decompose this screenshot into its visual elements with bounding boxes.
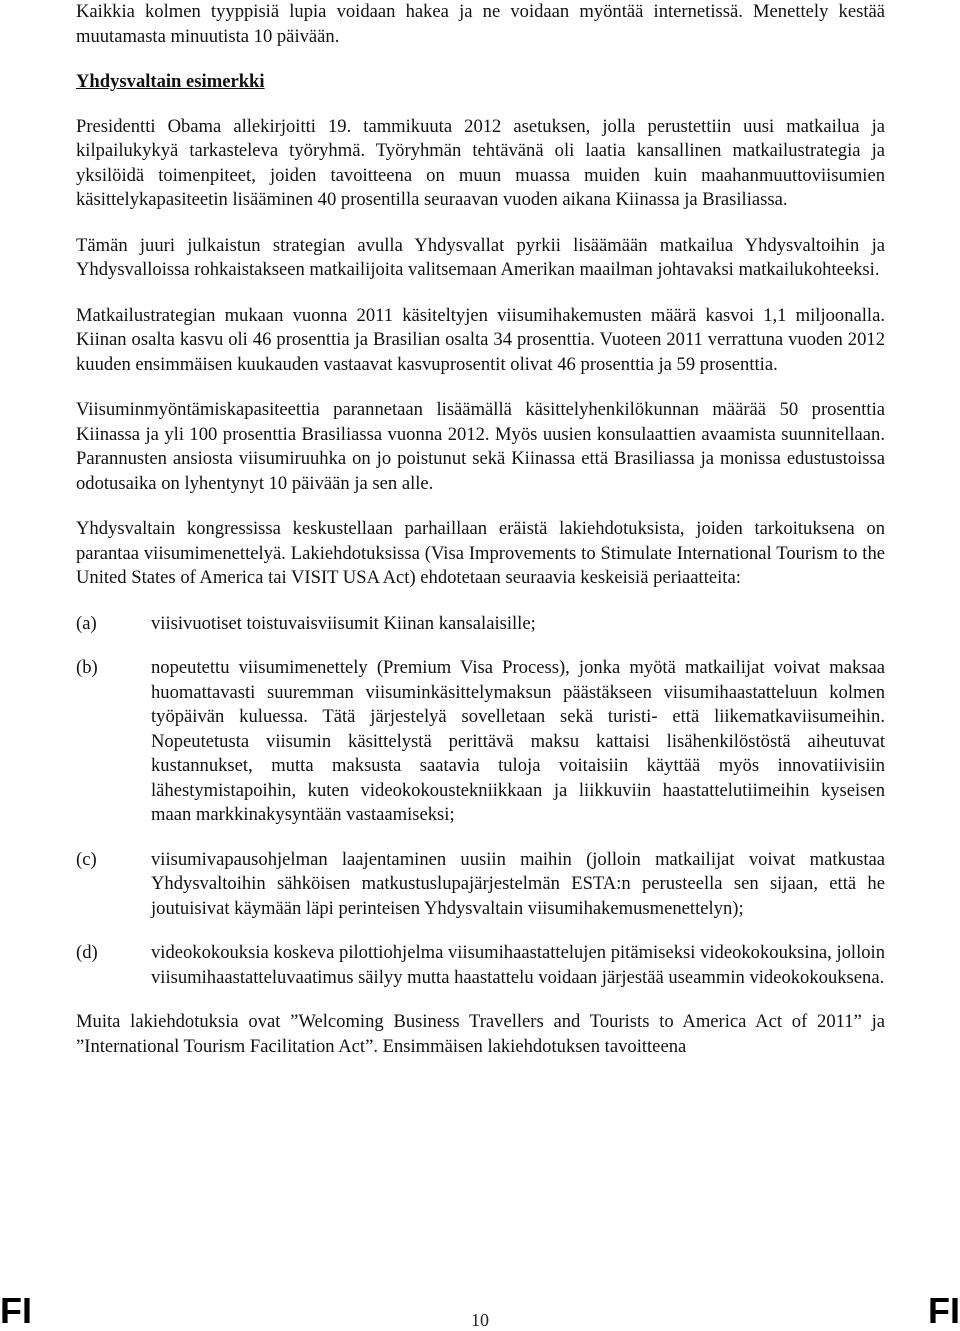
paragraph-congress: Yhdysvaltain kongressissa keskustellaan parhaillaan eräistä lakiehdotuksista, joiden tarkoituksena on parantaa viisumimenettelyä. Lakiehdotuksissa (Visa Improvements to Stimulate International Tourism to the United States of America tai VISIT USA Act) ehdotetaan seuraavia keskeisiä periaatteita:	[76, 518, 885, 588]
list-marker: (d)	[76, 942, 98, 963]
paragraph-statistics: Matkailustrategian mukaan vuonna 2011 käsiteltyjen viisumihakemusten määrä kasvoi 1,1 miljoonalla. Kiinan osalta kasvu oli 46 prosenttia ja Brasilian osalta 34 prosenttia. Vuoteen 2011 verrattuna vuoden 2012 kuuden ensimmäisen kuukauden vastaavat kasvuprosentit olivat 46 prosenttia ja 59 prosenttia.	[76, 304, 885, 375]
list-item-text: viisumivapausohjelman laajentaminen uusiin maihin (jolloin matkailijat voivat matkustaa Yhdysvaltoihin sähköisen matkustuslupajärjestelmän ESTA:n perusteella sen sijaan, että he joutuisivat käymään läpi perinteisen Yhdysvaltain viisumihakemusmenettelyn);	[151, 848, 885, 919]
list-marker: (a)	[76, 612, 97, 634]
paragraph-other-bills: Muita lakiehdotuksia ovat ”Welcoming Business Travellers and Tourists to America Act of 2011” ja ”International Tourism Facilitation Act”. Ensimmäisen lakiehdotuksen tavoitteena	[76, 1011, 885, 1057]
list-item-text: nopeutettu viisumimenettely (Premium Visa Process), jonka myötä matkailijat voivat maksaa huomattavasti suuremman viisuminkäsittelymaksun päästäkseen viisumihaastatteluun kolmen työpäivän kuluessa. Tätä järjestelyä sovelletaan sekä turisti- että liikematkaviisumeihin. Nopeutetusta viisumin käsittelystä perittävä maksu kattaisi lisähenkilöstöstä aiheutuvat kustannukset, mutta maksusta saatavia tuloja voitaisiin käyttää myös innovatiivisiin lähestymistapoihin, kuten videokokoustekniikkaan ja liikkuviin haastattelutiimeihin kyseisen maan markkinakysyntään vastaamiseksi;	[151, 657, 885, 825]
list-marker: (b)	[76, 657, 98, 678]
principles-list	[76, 612, 885, 991]
list-item	[76, 612, 885, 637]
language-code-left: FI	[0, 1290, 32, 1331]
paragraph-capacity: Viisuminmyöntämiskapasiteettia parannetaan lisäämällä käsittelyhenkilökunnan määrää 50 prosenttia Kiinassa ja yli 100 prosenttia Brasiliassa vuonna 2012. Myös uusien konsulaattien avaamista suunnitellaan. Parannusten ansiosta viisumiruuhka on jo poistunut sekä Kiinassa että Brasiliassa ja monissa edustustoissa odotusaika on lyhentynyt 10 päivään ja sen alle.	[76, 399, 885, 494]
list-item	[76, 656, 885, 828]
paragraph-obama: Presidentti Obama allekirjoitti 19. tammikuuta 2012 asetuksen, jolla perustettiin uusi matkailua ja kilpailukykyä tarkasteleva työryhmä. Työryhmän tehtävänä oli laatia kansallinen matkailustrategia ja yksilöidä toimenpiteet, joiden tavoitteena on muun muassa muiden kuin maahanmuuttoviisumien käsittelykapasiteetin lisääminen 40 prosentilla seuraavan vuoden aikana Kiinassa ja Brasiliassa.	[76, 115, 885, 210]
list-item-text: videokokouksia koskeva pilottiohjelma viisumihaastattelujen pitämiseksi videokokouksina, jolloin viisumihaastatteluvaatimus säilyy mutta haastattelu voidaan järjestää useammin videokokouksena.	[151, 942, 885, 988]
list-item	[76, 848, 885, 922]
paragraph-strategy: Tämän juuri julkaistun strategian avulla Yhdysvallat pyrkii lisäämään matkailua Yhdysvaltoihin ja Yhdysvalloissa rohkaistakseen matkailijoita valitsemaan Amerikan maailman johtavaksi matkailukohteeksi.	[76, 234, 885, 280]
section-heading: Yhdysvaltain esimerkki	[76, 71, 265, 92]
language-code-right: FI	[928, 1290, 960, 1331]
paragraph-intro: Kaikkia kolmen tyyppisiä lupia voidaan hakea ja ne voidaan myöntää internetissä. Menettely kestää muutamasta minuutista 10 päivään.	[76, 1, 885, 47]
document-body	[76, 0, 885, 1080]
list-marker: (c)	[76, 848, 97, 870]
list-item	[76, 941, 885, 990]
list-item-text: viisivuotiset toistuvaisviisumit Kiinan kansalaisille;	[151, 612, 536, 634]
page-number: 10	[471, 1310, 489, 1330]
